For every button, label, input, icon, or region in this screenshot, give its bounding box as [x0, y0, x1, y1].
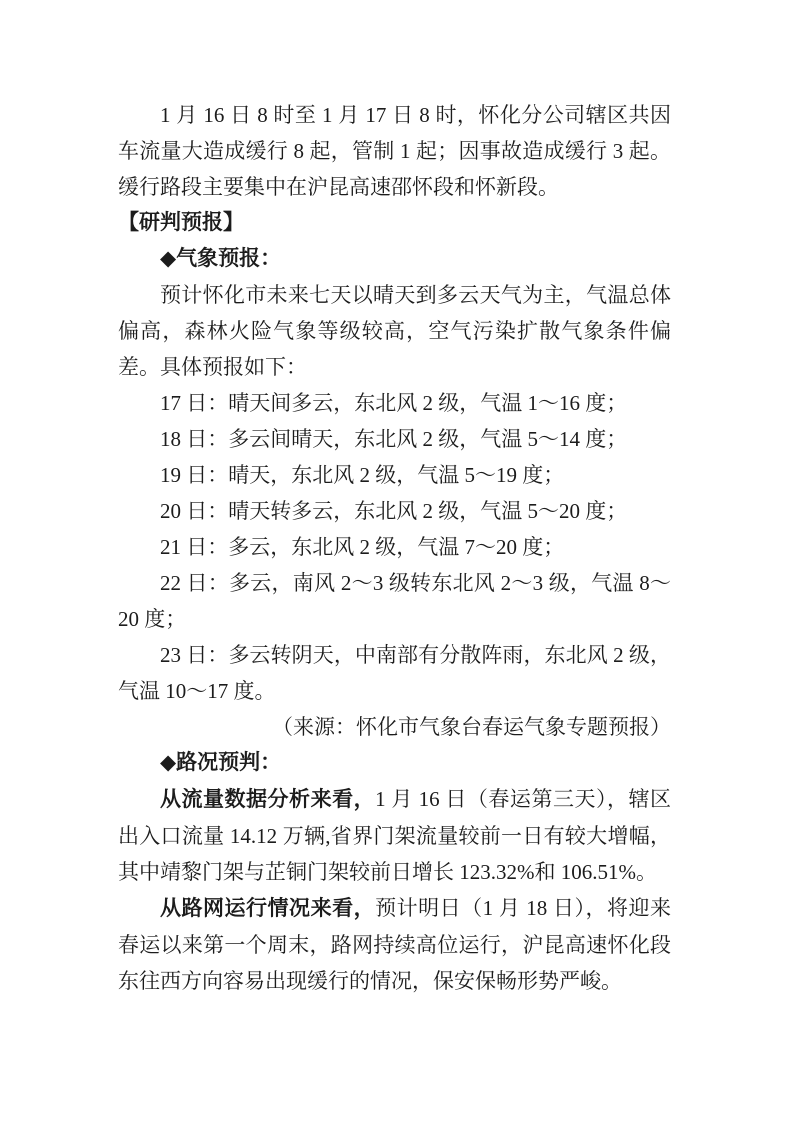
intro-paragraph: 1 月 16 日 8 时至 1 月 17 日 8 时，怀化分公司辖区共因车流量大造成缓行 8 起，管制 1 起；因事故造成缓行 3 起。缓行路段主要集中在沪昆高速邵怀段和怀新段。 — [118, 103, 671, 199]
traffic-flow-paragraph — [118, 781, 671, 890]
weather-source-line: （来源：怀化市气象台春运气象专题预报） — [272, 715, 671, 739]
weather-subheading-label: 气象预报： — [176, 247, 282, 270]
weather-summary-paragraph: 预计怀化市未来七天以晴天到多云天气为主，气温总体偏高，森林火险气象等级较高，空气污染扩散气象条件偏差。具体预报如下： — [118, 283, 671, 379]
diamond-bullet-icon: ◆ — [160, 247, 177, 270]
traffic-network-lead: 从路网运行情况来看， — [160, 897, 376, 920]
forecast-day-21: 21 日：多云，东北风 2 级，气温 7～20 度； — [160, 535, 565, 559]
traffic-subheading — [118, 745, 671, 781]
forecast-day-18: 18 日：多云间晴天，东北风 2 级，气温 5～14 度； — [160, 427, 628, 451]
traffic-network-paragraph — [118, 890, 671, 999]
traffic-flow-lead: 从流量数据分析来看， — [160, 788, 376, 811]
forecast-day-23: 23 日：多云转阴天，中南部有分散阵雨，东北风 2 级，气温 10～17 度。 — [118, 643, 671, 703]
section-heading-forecast: 【研判预报】 — [118, 211, 244, 234]
traffic-subheading-label: 路况预判： — [176, 751, 282, 774]
forecast-day-17: 17 日：晴天间多云，东北风 2 级，气温 1～16 度； — [160, 391, 628, 415]
traffic-network-body: 预计明日（1 月 18 日），将迎来春运以来第一个周末，路网持续高位运行，沪昆高速怀化段东往西方向容易出现缓行的情况，保安保畅形势严峻。 — [118, 896, 672, 993]
diamond-bullet-icon: ◆ — [160, 751, 177, 774]
weather-subheading — [118, 241, 671, 277]
forecast-day-19: 19 日：晴天，东北风 2 级，气温 5～19 度； — [160, 463, 565, 487]
traffic-flow-body: 1 月 16 日（春运第三天），辖区出入口流量 14.12 万辆,省界门架流量较前一日有较大增幅，其中靖黎门架与芷铜门架较前日增长 123.32%和 106.51%。 — [118, 787, 672, 884]
forecast-day-20: 20 日：晴天转多云，东北风 2 级，气温 5～20 度； — [160, 499, 628, 523]
forecast-day-22: 22 日：多云，南风 2～3 级转东北风 2～3 级，气温 8～20 度； — [118, 571, 671, 631]
